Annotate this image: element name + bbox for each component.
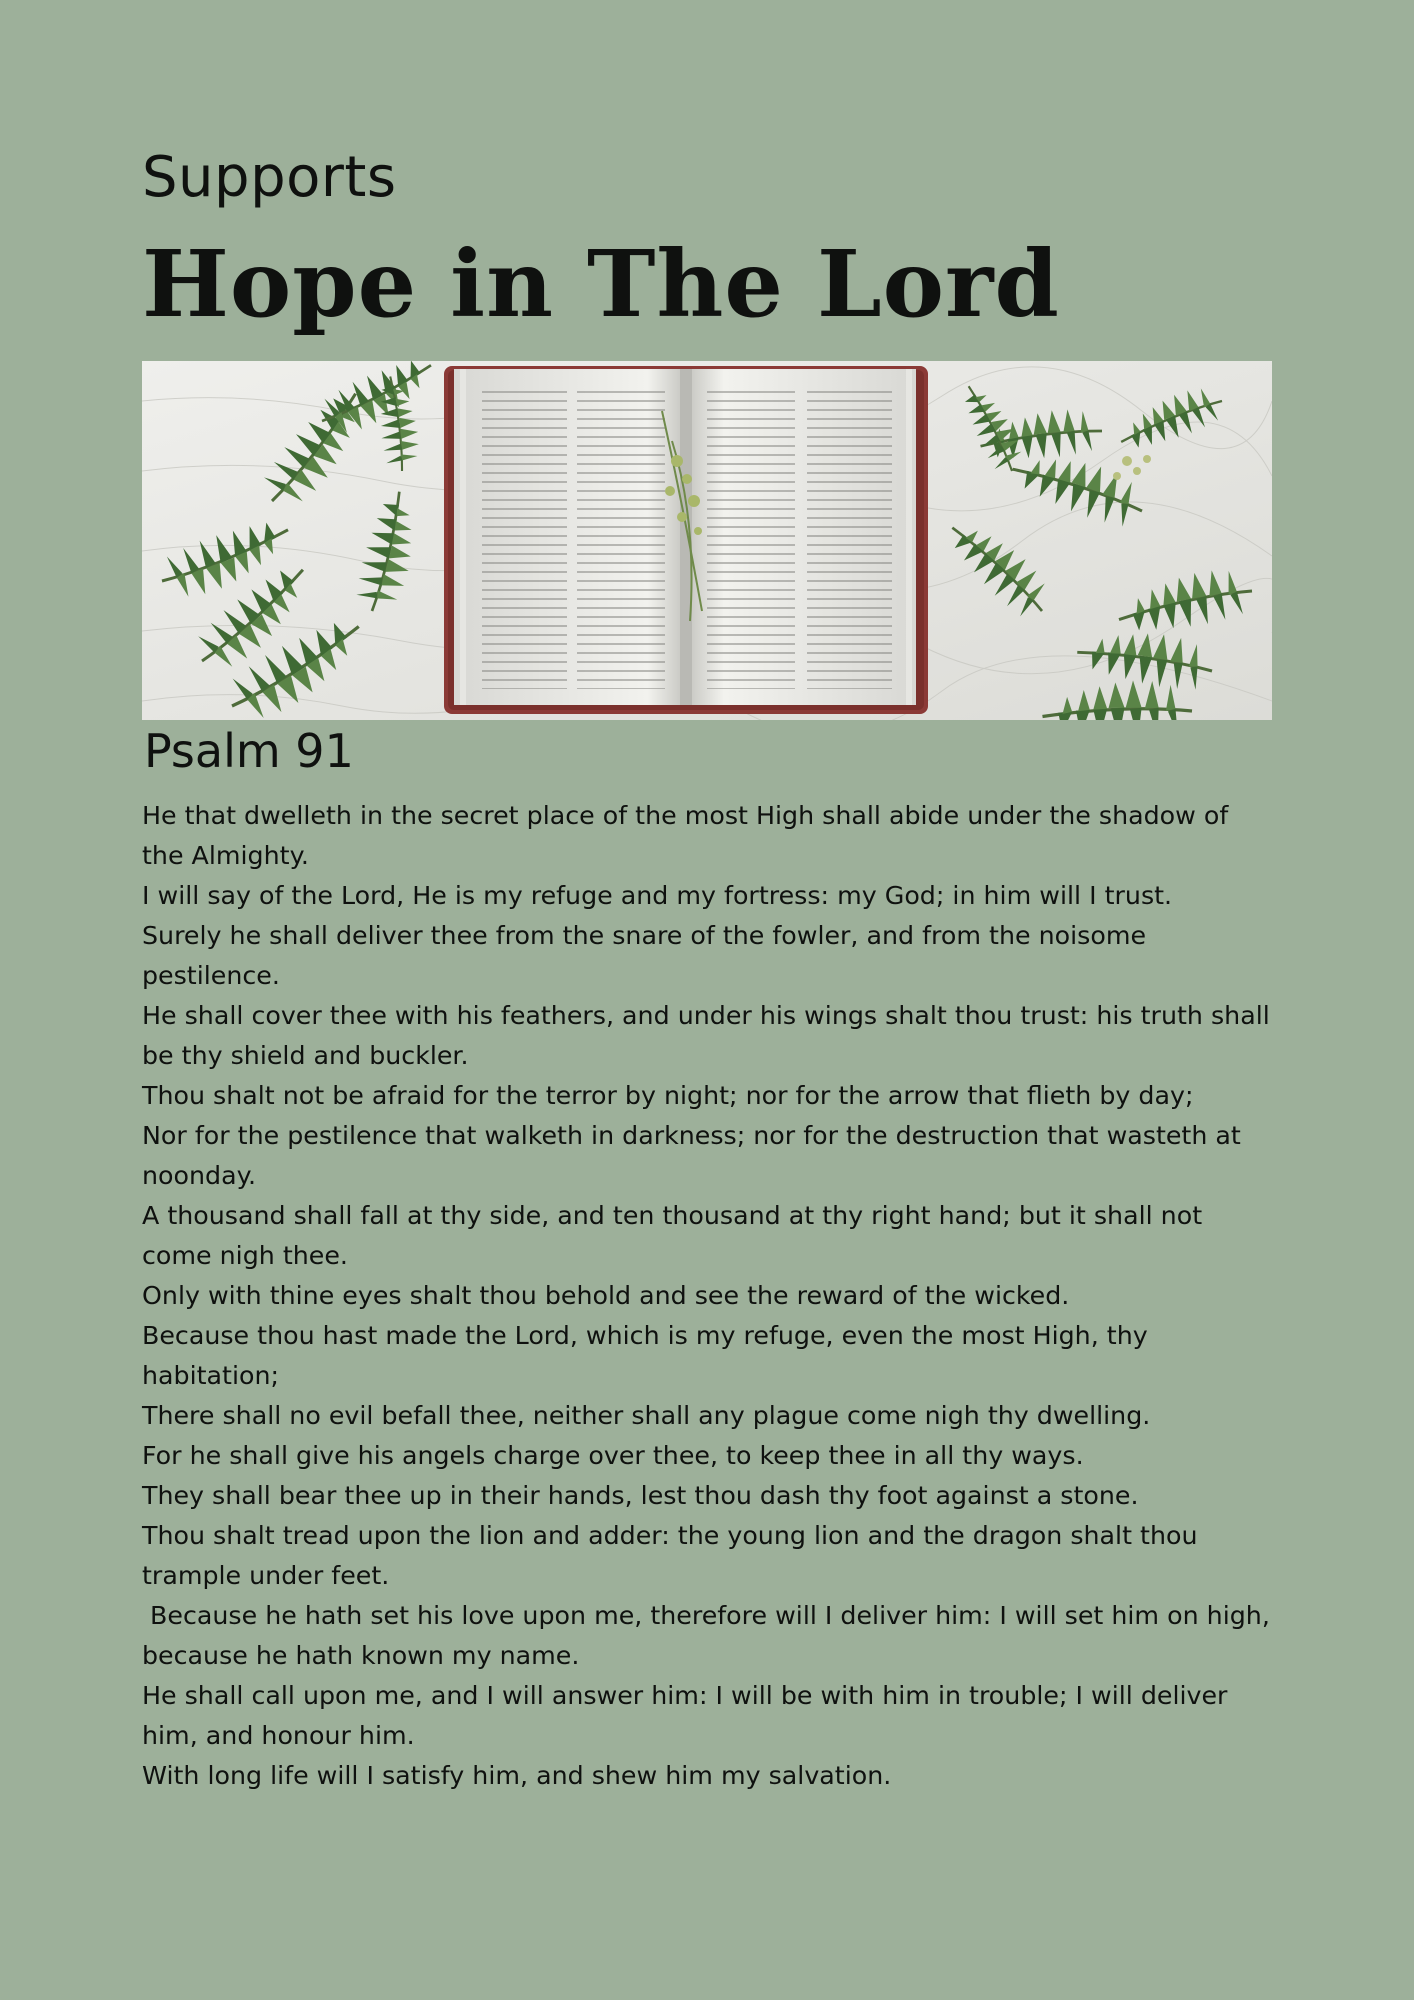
verse-list xyxy=(142,796,1278,1796)
verse-line: Thou shalt tread upon the lion and adder: the young lion and the dragon shalt thou trample under feet. xyxy=(142,1521,1206,1590)
verse-line: A thousand shall fall at thy side, and ten thousand at thy right hand; but it shall not come nigh thee. xyxy=(142,1201,1211,1270)
section-title: Psalm 91 xyxy=(144,724,354,778)
verse-line: He shall cover thee with his feathers, and under his wings shalt thou trust: his truth shall be thy shield and buckler. xyxy=(142,1001,1278,1070)
verse-line: Surely he shall deliver thee from the snare of the fowler, and from the noisome pestilence. xyxy=(142,921,1155,990)
verse-line: With long life will I satisfy him, and shew him my salvation. xyxy=(142,1761,892,1790)
verse-line: He shall call upon me, and I will answer him: I will be with him in trouble; I will deliver him, and honour him. xyxy=(142,1681,1236,1750)
page xyxy=(142,0,1278,2000)
hero-image xyxy=(142,361,1272,720)
verse-line: There shall no evil befall thee, neither shall any plague come nigh thy dwelling. xyxy=(142,1401,1151,1430)
verse-line: Only with thine eyes shalt thou behold and see the reward of the wicked. xyxy=(142,1281,1070,1310)
verse-line: He that dwelleth in the secret place of the most High shall abide under the shadow of the Almighty. xyxy=(142,801,1237,870)
verse-line: They shall bear thee up in their hands, lest thou dash thy foot against a stone. xyxy=(142,1481,1139,1510)
verse-line: For he shall give his angels charge over thee, to keep thee in all thy ways. xyxy=(142,1441,1084,1470)
verse-line: Nor for the pestilence that walketh in darkness; nor for the destruction that wasteth at noonday. xyxy=(142,1121,1249,1190)
kicker-text: Supports xyxy=(142,145,397,210)
verse-line: Because he hath set his love upon me, therefore will I deliver him: I will set him on high, because he hath known my name. xyxy=(142,1601,1278,1670)
page-title: Hope in The Lord xyxy=(142,230,1060,338)
verse-line: I will say of the Lord, He is my refuge and my fortress: my God; in him will I trust. xyxy=(142,881,1173,910)
open-bible-on-ferns-photo xyxy=(142,361,1272,720)
verse-line: Because thou hast made the Lord, which is my refuge, even the most High, thy habitation; xyxy=(142,1321,1156,1390)
verse-line: Thou shalt not be afraid for the terror by night; nor for the arrow that flieth by day; xyxy=(142,1081,1194,1110)
